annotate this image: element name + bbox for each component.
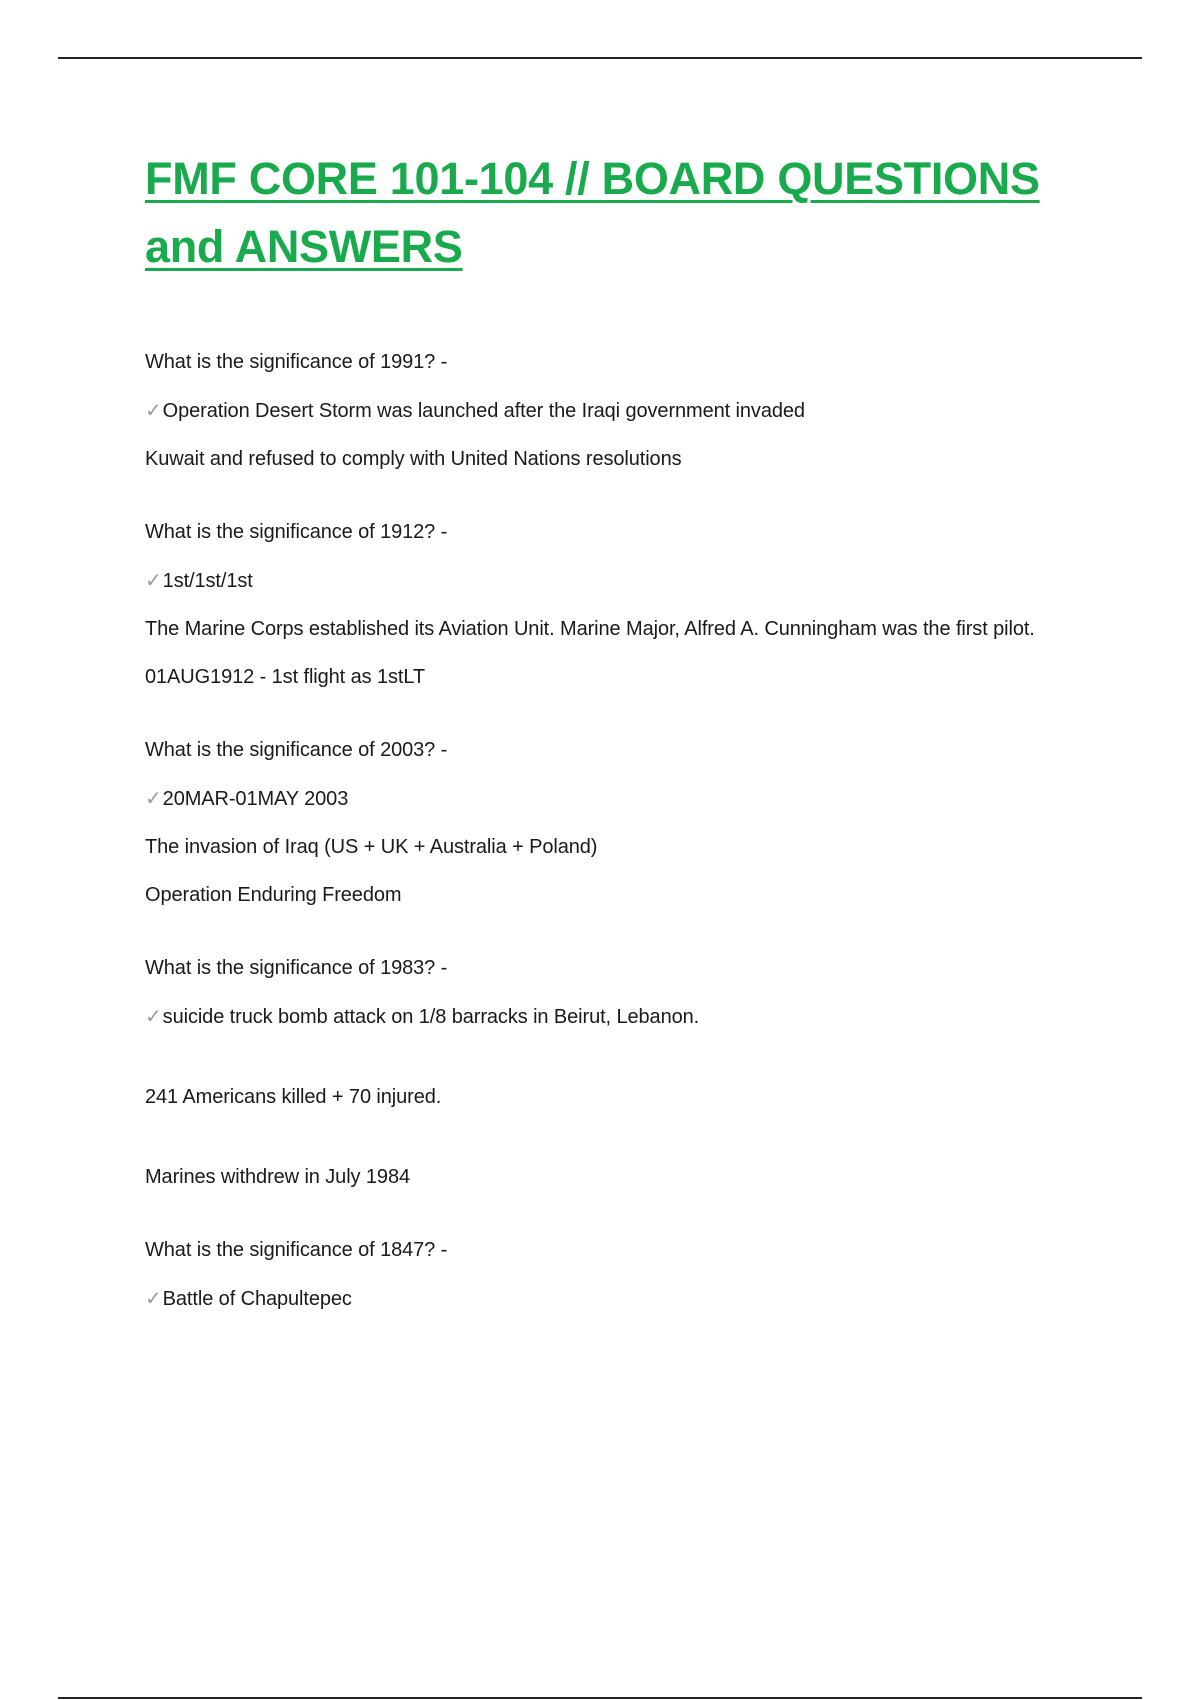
answer [145, 1000, 1065, 1033]
answer-line: 01AUG1912 - 1st flight as 1stLT [145, 666, 426, 688]
answer-line: The Marine Corps established its Aviation Unit. Marine Major, Alfred A. Cunningham was the first pilot. [145, 618, 1035, 640]
answer-line: Kuwait and refused to comply with United Nations resolutions [145, 448, 682, 470]
question: What is the significance of 1983? - [145, 957, 448, 979]
top-rule [58, 57, 1142, 59]
answer-line: The invasion of Iraq (US + UK + Australia + Poland) [145, 836, 598, 858]
answer-line: Marines withdrew in July 1984 [145, 1166, 411, 1188]
answer [145, 564, 1065, 597]
answer [145, 1282, 1065, 1315]
answer-line: 241 Americans killed + 70 injured. [145, 1086, 442, 1108]
question: What is the significance of 2003? - [145, 739, 448, 761]
answer [145, 394, 1065, 427]
answer-text: 20MAR-01MAY 2003 [162, 788, 349, 810]
qa-content [145, 346, 1065, 1356]
document-title: FMF CORE 101-104 // BOARD QUESTIONS and ANSWERS [145, 153, 1040, 272]
question: What is the significance of 1991? - [145, 351, 448, 373]
checkmark-icon: ✓ [145, 398, 162, 422]
qa-item-2003 [145, 734, 1065, 911]
answer-line: Operation Enduring Freedom [145, 884, 402, 906]
answer-text: Operation Desert Storm was launched after the Iraqi government invaded [162, 400, 805, 422]
answer [145, 782, 1065, 815]
qa-item-1912 [145, 516, 1065, 693]
qa-item-1991 [145, 346, 1065, 475]
bottom-rule [58, 1697, 1142, 1699]
checkmark-icon: ✓ [145, 568, 162, 592]
answer-text: Battle of Chapultepec [162, 1288, 352, 1310]
checkmark-icon: ✓ [145, 1004, 162, 1028]
question: What is the significance of 1847? - [145, 1239, 448, 1261]
answer-text: suicide truck bomb attack on 1/8 barracks in Beirut, Lebanon. [162, 1006, 700, 1028]
qa-item-1983 [145, 952, 1065, 1193]
question: What is the significance of 1912? - [145, 521, 448, 543]
checkmark-icon: ✓ [145, 1286, 162, 1310]
checkmark-icon: ✓ [145, 786, 162, 810]
qa-item-1847 [145, 1234, 1065, 1315]
answer-text: 1st/1st/1st [162, 570, 253, 592]
